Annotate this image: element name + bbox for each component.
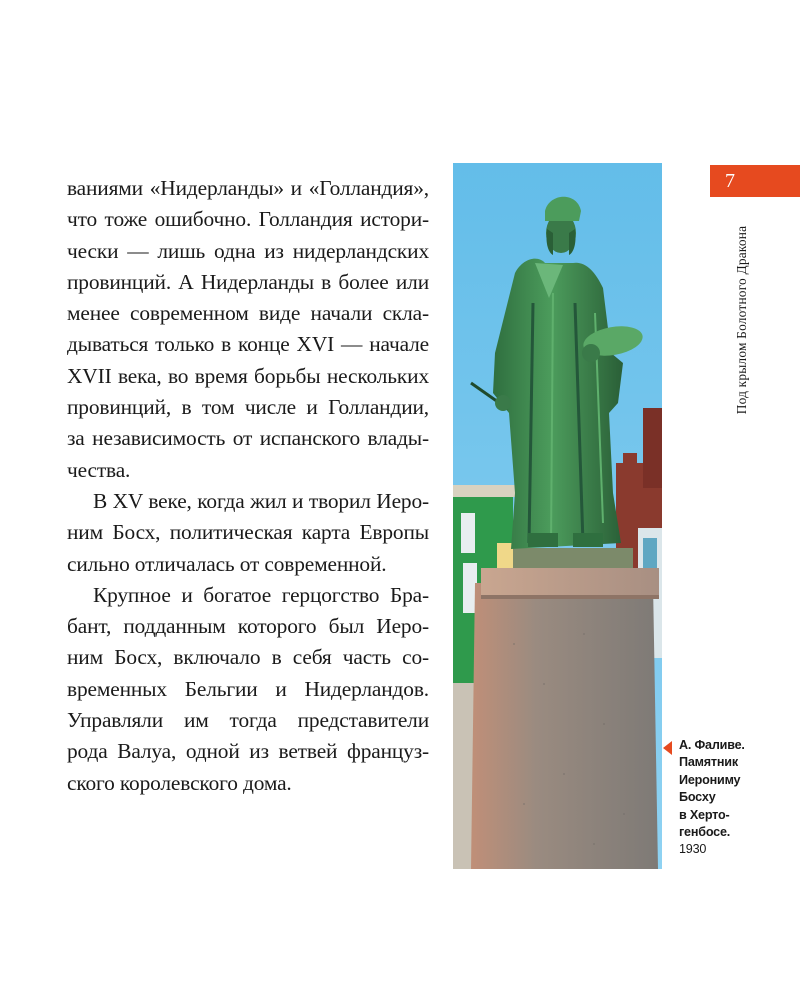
caption-line: Памятник bbox=[679, 755, 738, 770]
photo-caption bbox=[668, 737, 778, 859]
text-line: Управляли им тогда представители bbox=[67, 708, 429, 733]
text-line: XVII века, во время борьбы нескольких bbox=[67, 363, 429, 388]
text-line: чески — лишь одна из нидерландских bbox=[67, 238, 429, 263]
page-number: 7 bbox=[725, 170, 735, 192]
text-line: провинций. А Нидерланды в более или bbox=[67, 269, 429, 294]
text-line: ского королевского дома. bbox=[67, 770, 292, 795]
text-line: за независимость от испанского влады- bbox=[67, 426, 429, 451]
text-line: дываться только в конце XVI — начале bbox=[67, 332, 429, 357]
caption-line: в Херто- bbox=[679, 807, 730, 822]
text-line: временных Бельгии и Нидерландов. bbox=[67, 676, 429, 701]
text-line: ним Босх, политическая карта Европы bbox=[67, 520, 429, 545]
paragraph-2 bbox=[67, 486, 429, 580]
text-line: сильно отличалась от современной. bbox=[67, 551, 387, 576]
body-text bbox=[67, 173, 429, 799]
text-line: Крупное и богатое герцогство Бра- bbox=[93, 582, 429, 607]
text-line: рода Валуа, одной из ветвей француз- bbox=[67, 739, 429, 764]
caption-text bbox=[668, 737, 778, 841]
text-line: менее современном виде начали скла- bbox=[67, 301, 429, 326]
caption-year: 1930 bbox=[679, 842, 707, 857]
caption-line: генбосе. bbox=[679, 825, 731, 840]
page-number-tab bbox=[710, 165, 800, 197]
monument-photo bbox=[453, 163, 662, 869]
paragraph-3 bbox=[67, 580, 429, 799]
caption-line: А. Фаливе. bbox=[679, 738, 745, 752]
text-line: провинций, в том числе и Голландии, bbox=[67, 395, 429, 420]
text-line: ним Босх, включало в себя часть со- bbox=[67, 645, 429, 670]
text-line: чества. bbox=[67, 457, 131, 482]
paragraph-1 bbox=[67, 173, 429, 486]
running-head-text: Под крылом Болотного Дракона bbox=[734, 225, 749, 415]
text-line: что тоже ошибочно. Голландия истори- bbox=[67, 207, 429, 232]
text-line: бант, подданным которого был Иеро- bbox=[67, 614, 429, 639]
text-line: ваниями «Нидерланды» и «Голландия», bbox=[67, 176, 429, 200]
text-line: В XV веке, когда жил и творил Иеро- bbox=[93, 488, 429, 513]
caption-line: Босху bbox=[679, 790, 716, 805]
caption-arrow-icon bbox=[663, 741, 672, 755]
caption-line: Иерониму bbox=[679, 772, 741, 787]
